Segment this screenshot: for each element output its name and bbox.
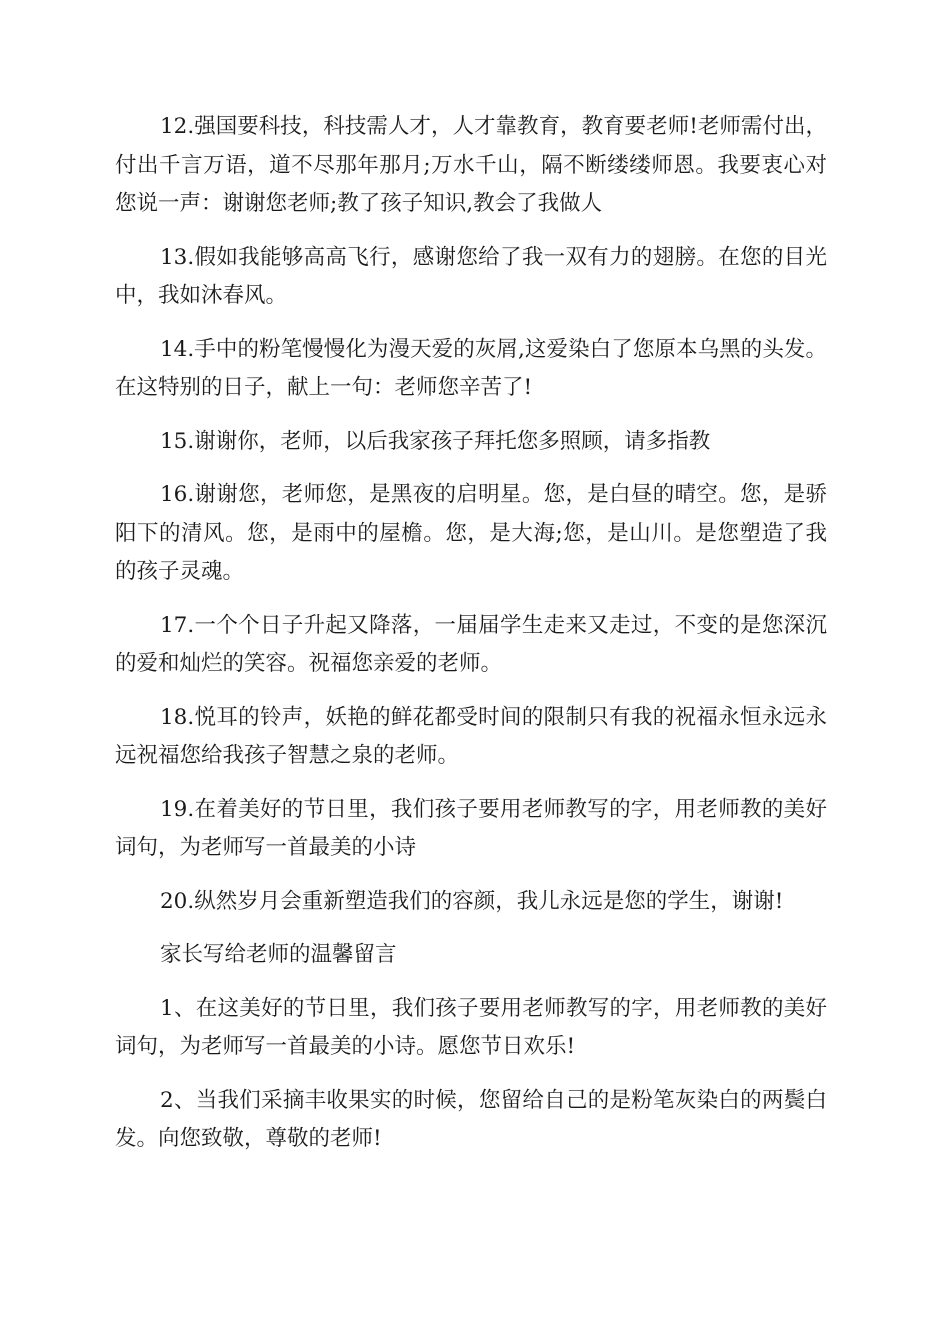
paragraph-20: 20.纵然岁月会重新塑造我们的容颜，我儿永远是您的学生，谢谢! [160,888,784,914]
paragraph-16: 16.谢谢您，老师您，是黑夜的启明星。您，是白昼的晴空。您，是骄阳下的清风。您，是雨中的屋檐。您，是大海;您，是山川。是您塑造了我的孩子灵魂。 [115,482,827,584]
paragraph-18: 18.悦耳的铃声，妖艳的鲜花都受时间的限制只有我的祝福永恒永远永远祝福您给我孩子智慧之泉的老师。 [115,704,827,768]
section-heading: 家长写给老师的温馨留言 [160,942,397,967]
paragraph-14: 14.手中的粉笔慢慢化为漫天爱的灰屑,这爱染白了您原本乌黑的头发。在这特别的日子，献上一句：老师您辛苦了! [115,336,827,400]
paragraph-12: 12.强国要科技，科技需人才，人才靠教育，教育要老师!老师需付出，付出千言万语，道不尽那年那月;万水千山，隔不断缕缕师恩。我要衷心对您说一声：谢谢您老师;教了孩子知识,教会了我做人 [115,114,827,216]
paragraph-17: 17.一个个日子升起又降落，一届届学生走来又走过，不变的是您深沉的爱和灿烂的笑容。祝福您亲爱的老师。 [115,612,827,676]
paragraph-13: 13.假如我能够高高飞行，感谢您给了我一双有力的翅膀。在您的目光中，我如沐春风。 [115,244,827,308]
message-1: 1、在这美好的节日里，我们孩子要用老师教写的字，用老师教的美好词句，为老师写一首最美的小诗。愿您节日欢乐! [115,995,827,1059]
document-body [115,108,827,1174]
paragraph-19: 19.在着美好的节日里，我们孩子要用老师教写的字，用老师教的美好词句，为老师写一首最美的小诗 [115,796,827,860]
paragraph-15: 15.谢谢你，老师，以后我家孩子拜托您多照顾，请多指教 [160,428,711,454]
message-2: 2、当我们采摘丰收果实的时候，您留给自己的是粉笔灰染白的两鬓白发。向您致敬，尊敬的老师! [115,1087,827,1151]
